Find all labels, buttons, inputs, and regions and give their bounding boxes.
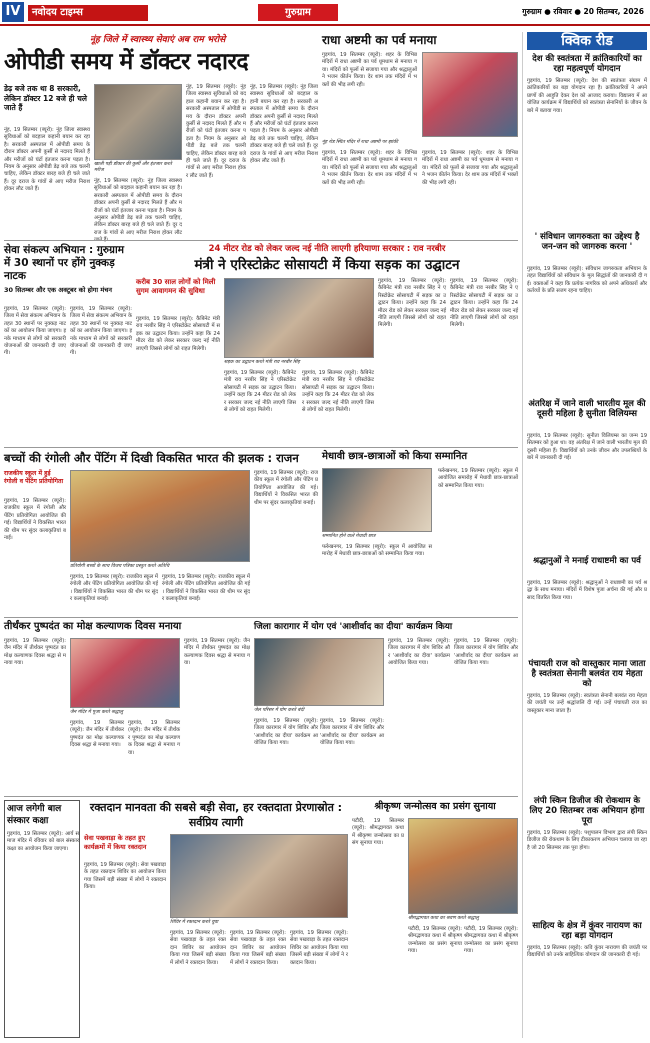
- story-body: गुड़गांव, 19 सितम्बर (ब्यूरो): शहर के विभिन्न मंदिरों में राधा अष्टमी का पर्व धूमधाम से मनाया गया। मंदिरों को फूलों से सजाया गया और श्रद्धालुओं ने भजन कीर्तन किया। देर शाम तक मंदिरों में भक्तों की भीड़ लगी रही।: [322, 52, 417, 88]
- story-body-col3: नूंह, 19 सितम्बर (ब्यूरो): नूंह जिला स्वास्थ्य सुविधाओं को बदहाल कहानी बयान कर रहा है। सरकारी अस्पताल में ओपीडी समय के दौरान डॉक्टर अपनी कुर्सी से नदारद मिलते हैं और मरीजों को घंटों इंतजार करना पड़ता है। नियम के अनुसार ओपीडी डेढ़ बजे तक चलनी चाहिए, लेकिन डॉक्टर बारह बजे ही चले जाते हैं। दूर दराज के गांवों से आए मरीज निराश होकर लौट जाते हैं।: [186, 84, 246, 179]
- s7-title: साहित्य के क्षेत्र में कुंवर नारायण का रहा बड़ा योगदान: [532, 921, 642, 941]
- photo-caption: सम्मानित होने वाले मेधावी छात्र: [322, 534, 376, 539]
- headline: मेधावी छात्र-छात्राओं को किया सम्मानित: [322, 451, 468, 462]
- story-body-col3: गुड़गांव, 19 सितम्बर (ब्यूरो): सेवा पखवाड़ा के तहत रक्तदान शिविर का आयोजन किया गया जिसमें बड़ी संख्या में लोगों ने रक्तदान किया।: [230, 930, 286, 966]
- sidebar-quick-read: [522, 32, 646, 1038]
- story-sanskar: [4, 800, 80, 1038]
- sub-headline: सेवा पखवाड़ा के तहत हुए कार्यक्रमों में किया रक्तदान: [84, 834, 147, 851]
- s2-body: गुड़गांव, 19 सितम्बर (ब्यूरो): संविधान जागरुकता अभियान के तहत विद्यार्थियों को संविधान के मूल सिद्धांतों की जानकारी दी गई। वक्ताओं ने कहा कि प्रत्येक नागरिक को अपने अधिकारों और कर्तव्यों के प्रति सजग रहना चाहिए।: [527, 266, 647, 295]
- s4-title: श्रद्धानुओं ने मनाई राधाष्टमी का पर्व: [533, 556, 641, 566]
- kicker: नूंह जिले में स्वास्थ्य सेवाएं अब राम भरोसे: [90, 35, 226, 45]
- story-yog: [254, 620, 518, 792]
- story-body-col2: फर्रुखनगर, 19 सितम्बर (ब्यूरो): स्कूल में आयोजित समारोह में मेधावी छात्र-छात्राओं को सम्मानित किया गया।: [438, 468, 518, 489]
- s2-title: ' संविधान जागरुकता का उद्देश्य है जन-जन को जागरुक करना ': [534, 232, 640, 252]
- paper-name: नवोदय टाइम्स: [28, 5, 148, 21]
- sub-headline: राजकीय स्कूल में हुई रंगोली व पेंटिंग प्रतियोगिता: [4, 470, 64, 485]
- story-body-col3: पटौदी, 19 सितम्बर (ब्यूरो): श्रीमद्भागवत कथा में श्रीकृष्ण जन्मोत्सव का प्रसंग सुनाया गया।: [464, 926, 518, 955]
- s6-body: गुड़गांव, 19 सितम्बर (ब्यूरो): पशुपालन विभाग द्वारा लंपी स्किन डिजीज की रोकथाम के लिए टीकाकरण अभियान चलाया जा रहा है जो 20 सितम्बर तक पूरा होगा।: [527, 830, 647, 851]
- story-body-col4: गुड़गांव, 19 सितम्बर (ब्यूरो): जैन मंदिर में तीर्थंकर पुष्पदंत का मोक्ष कल्याणक दिवस श्रद्धा से मनाया गया।: [184, 638, 250, 667]
- s1-body: गुड़गांव, 19 सितम्बर (ब्यूरो): देश की स्वतंत्रता संग्राम में क्रांतिकारियों का बड़ा योगदान रहा है। क्रांतिकारियों ने अपने प्राणों की आहुति देकर देश को आजाद कराया। विद्यालय में आयोजित कार्यक्रम में विद्यार्थियों को स्वतंत्रता सेनानियों के जीवन के बारे में बताया गया।: [527, 78, 647, 114]
- photo-caption: जैन मंदिर में पूजा करते श्रद्धालु: [70, 710, 123, 715]
- photo-caption: शिविर में रक्तदान करते युवा: [170, 920, 219, 925]
- story-body-col2: गुड़गांव, 19 सितम्बर (ब्यूरो): जिला में सेवा संकल्प अभियान के तहत 30 स्थानों पर नुक्कड़ नाटकों का आयोजन किया जाएगा। इनके माध्यम से लोगों को सरकारी योजनाओं की जानकारी दी जाएगी।: [70, 306, 132, 357]
- story-body-col2: गुड़गांव, 19 सितम्बर (ब्यूरो): जैन मंदिर में तीर्थंकर पुष्पदंत का मोक्ष कल्याणक दिवस श्रद्धा से मनाया गया।: [70, 720, 124, 749]
- story-sky: [136, 244, 518, 444]
- story-body-col2: गुड़गांव, 19 सितम्बर (ब्यूरो): जिला कारागार में योग शिविर और 'आशीर्वाद का दीया' कार्यक्रम आयोजित किया गया।: [320, 718, 384, 747]
- sidebar-banner: क्विक रीड: [527, 32, 647, 50]
- photo-jain-temple: [70, 638, 180, 708]
- story-radha: [322, 32, 518, 237]
- photo-medhavi: [322, 468, 432, 532]
- headline: रक्तदान मानवता की सबसे बड़ी सेवा, हर रक्तदाता प्रेरणास्रोत : सर्वप्रिय त्यागी: [89, 801, 343, 829]
- story-body-col5: गुड़गांव, 19 सितम्बर (ब्यूरो): कैबिनेट मंत्री राव नरबीर सिंह ने एरिस्टोक्रेट सोसायटी में सड़क का उद्घाटन किया। उन्होंने कहा कि 24 मीटर रोड को लेकर सरकार जल्द नई नीति लाएगी जिससे लोगों को राहत मिलेगी।: [450, 278, 518, 329]
- headline: तीर्थंकर पुष्पदंत का मोक्ष कल्याणक दिवस मनाया: [4, 621, 182, 632]
- headline: आज लगेगी बाल संस्कार कक्षा: [7, 804, 62, 826]
- s7-body: गुड़गांव, 19 सितम्बर (ब्यूरो): कवि कुंवर नारायण की जयंती पर विद्यार्थियों को उनके साहित्यिक योगदान की जानकारी दी गई।: [527, 945, 647, 959]
- story-seva: [4, 244, 132, 444]
- page-number: IV: [2, 2, 24, 22]
- headline: श्रीकृष्ण जन्मोत्सव का प्रसंग सुनाया: [374, 801, 496, 812]
- divider: [4, 447, 518, 448]
- story-body-col4: गुड़गांव, 19 सितम्बर (ब्यूरो): राजकीय स्कूल में रंगोली और पेंटिंग प्रतियोगिता आयोजित की गई। विद्यार्थियों ने विकसित भारत की थीम पर सुंदर कलाकृतियां बनाईं।: [254, 470, 318, 506]
- story-body-col4: गुड़गांव, 19 सितम्बर (ब्यूरो): कैबिनेट मंत्री राव नरबीर सिंह ने एरिस्टोक्रेट सोसायटी में सड़क का उद्घाटन किया। उन्होंने कहा कि 24 मीटर रोड को लेकर सरकार जल्द नई नीति लाएगी जिससे लोगों को राहत मिलेगी।: [378, 278, 446, 329]
- story-body: गुड़गांव, 19 सितम्बर (ब्यूरो): सेवा पखवाड़ा के तहत रक्तदान शिविर का आयोजन किया गया जिसमें बड़ी संख्या में लोगों ने रक्तदान किया।: [84, 862, 166, 891]
- story-body-col3: गुड़गांव, 19 सितम्बर (ब्यूरो): जैन मंदिर में तीर्थंकर पुष्पदंत का मोक्ष कल्याणक दिवस श्रद्धा से मनाया गया।: [128, 720, 180, 756]
- story-rangoli: [4, 450, 318, 614]
- story-body: गुड़गांव, 19 सितम्बर (ब्यूरो): आर्य समाज मंदिर में रविवार को बाल संस्कार कक्षा का आयोजन किया जाएगा।: [7, 831, 79, 852]
- photo-caption: श्रीमद्भागवत कथा का श्रवण करते श्रद्धालु: [408, 916, 479, 921]
- headline: जिला कारागार में योग एवं 'आशीर्वाद का दीया' कार्यक्रम किया: [254, 622, 453, 632]
- sub-headline: 30 सितम्बर और एक अक्टूबर को होगा मंचन: [4, 286, 112, 294]
- photo-rangoli: [70, 470, 250, 562]
- divider: [4, 796, 518, 797]
- story-body: गुड़गांव, 19 सितम्बर (ब्यूरो): जैन मंदिर में तीर्थंकर पुष्पदंत का मोक्ष कल्याणक दिवस श्रद्धा से मनाया गया।: [4, 638, 66, 667]
- story-tirthankar: [4, 620, 250, 792]
- section-name: गुरुग्राम: [258, 4, 338, 21]
- story-body-col4: गुड़गांव, 19 सितम्बर (ब्यूरो): जिला कारागार में योग शिविर और 'आशीर्वाद का दीया' कार्यक्रम आयोजित किया गया।: [454, 638, 518, 667]
- s1-title: देश की स्वतंत्रता में क्रांतिकारियों का रहा महत्वपूर्ण योगदान: [532, 54, 642, 74]
- story-body-col4: नूंह, 19 सितम्बर (ब्यूरो): नूंह जिला स्वास्थ्य सुविधाओं को बदहाल कहानी बयान कर रहा है। सरकारी अस्पताल में ओपीडी समय के दौरान डॉक्टर अपनी कुर्सी से नदारद मिलते हैं और मरीजों को घंटों इंतजार करना पड़ता है। नियम के अनुसार ओपीडी डेढ़ बजे तक चलनी चाहिए, लेकिन डॉक्टर बारह बजे ही चले जाते हैं। दूर दराज के गांवों से आए मरीज निराश होकर लौट जाते हैं।: [250, 84, 318, 165]
- headline: ओपीडी समय में डॉक्टर नदारद: [4, 49, 249, 75]
- story-body: फर्रुखनगर, 19 सितम्बर (ब्यूरो): स्कूल में आयोजित समारोह में मेधावी छात्र-छात्राओं को सम्मानित किया गया।: [322, 544, 432, 558]
- headline: राधा अष्टमी का पर्व मनाया: [322, 33, 437, 47]
- story-body-col2: गुड़गांव, 19 सितम्बर (ब्यूरो): शहर के विभिन्न मंदिरों में राधा अष्टमी का पर्व धूमधाम से मनाया गया। मंदिरों को फूलों से सजाया गया और श्रद्धालुओं ने भजन कीर्तन किया। देर शाम तक मंदिरों में भक्तों की भीड़ लगी रही।: [422, 150, 518, 186]
- photo-caption: नूंह रोड स्थित मंदिर में राधा अष्टमी पर झांकी: [322, 140, 398, 145]
- dateline: गुरुग्राम ● रविवार ● 20 सितम्बर, 2026: [522, 7, 644, 16]
- story-body: नूंह, 19 सितम्बर (ब्यूरो): नूंह जिला स्वास्थ्य सुविधाओं को बदहाल कहानी बयान कर रहा है। सरकारी अस्पताल में ओपीडी समय के दौरान डॉक्टर अपनी कुर्सी से नदारद मिलते हैं और मरीजों को घंटों इंतजार करना पड़ता है। नियम के अनुसार ओपीडी डेढ़ बजे तक चलनी चाहिए, लेकिन डॉक्टर बारह बजे ही चले जाते हैं। दूर दराज के गांवों से आए मरीज निराश होकर लौट जाते हैं।: [4, 127, 90, 193]
- headline: 24 मीटर रोड को लेकर जल्द नई नीति लाएगी हरियाणा सरकार : राव नरबीर: [208, 244, 446, 254]
- headline: बच्चों की रंगोली और पेंटिंग में दिखी विकसित भारत की झलक : राजन: [4, 451, 299, 465]
- pull-quote: डेढ़ बजे तक था 8 सरकारी, लेकिन डॉक्टर 12 बजे ही चले जाते हैं: [4, 84, 87, 112]
- s3-title: अंतरिक्ष में जाने वाली भारतीय मूल की दूसरी महिला है सुनीता विलियम्स: [528, 399, 646, 419]
- story-body-col2: गुड़गांव, 19 सितम्बर (ब्यूरो): कैबिनेट मंत्री राव नरबीर सिंह ने एरिस्टोक्रेट सोसायटी में सड़क का उद्घाटन किया। उन्होंने कहा कि 24 मीटर रोड को लेकर सरकार जल्द नई नीति लाएगी जिससे लोगों को राहत मिलेगी।: [224, 370, 296, 414]
- photo-caption: खाली पड़ी डॉक्टर की कुर्सी और इंतजार करते मरीज: [94, 162, 172, 173]
- divider: [4, 617, 518, 618]
- headline: सेवा संकल्प अभियान : गुरुग्राम में 30 स्थानों पर होंगे नुक्कड़ नाटक: [4, 244, 124, 282]
- photo-caption: जेल परिसर में योग करते बंदी: [254, 708, 305, 713]
- sub-headline: करीब 30 साल लोगों को मिली सुगम आवागमन की सुविधा: [136, 278, 216, 295]
- photo-radha-jhanki: [422, 52, 518, 137]
- story-body-col2: नूंह, 19 सितम्बर (ब्यूरो): नूंह जिला स्वास्थ्य सुविधाओं को बदहाल कहानी बयान कर रहा है। सरकारी अस्पताल में ओपीडी समय के दौरान डॉक्टर अपनी कुर्सी से नदारद मिलते हैं और मरीजों को घंटों इंतजार करना पड़ता है। नियम के अनुसार ओपीडी डेढ़ बजे तक चलनी चाहिए, लेकिन डॉक्टर बारह बजे ही चले जाते हैं। दूर दराज के गांवों से आए मरीज निराश होकर लौट: [94, 178, 182, 236]
- story-body: गुड़गांव, 19 सितम्बर (ब्यूरो): कैबिनेट मंत्री राव नरबीर सिंह ने एरिस्टोक्रेट सोसायटी में सड़क का उद्घाटन किया। उन्होंने कहा कि 24 मीटर रोड को लेकर सरकार जल्द नई नीति लाएगी जिससे लोगों को राहत मिलेगी।: [136, 316, 220, 352]
- photo-jail-yoga: [254, 638, 384, 706]
- masthead: [0, 0, 650, 26]
- story-body-col3: गुड़गांव, 19 सितम्बर (ब्यूरो): राजकीय स्कूल में रंगोली और पेंटिंग प्रतियोगिता आयोजित की गई। विद्यार्थियों ने विकसित भारत की थीम पर सुंदर कलाकृतियां बनाईं।: [162, 574, 250, 603]
- story-opd: [4, 32, 318, 237]
- story-body: गुड़गांव, 19 सितम्बर (ब्यूरो): जिला कारागार में योग शिविर और 'आशीर्वाद का दीया' कार्यक्रम आयोजित किया गया।: [254, 718, 318, 747]
- story-body-col4: गुड़गांव, 19 सितम्बर (ब्यूरो): सेवा पखवाड़ा के तहत रक्तदान शिविर का आयोजन किया गया जिसमें बड़ी संख्या में लोगों ने रक्तदान किया।: [290, 930, 348, 966]
- photo-caption: सड़क का उद्घाटन करते मंत्री राव नरबीर सिंह: [224, 360, 300, 365]
- s4-body: गुड़गांव, 19 सितम्बर (ब्यूरो): श्रद्धानुओं ने राधाष्टमी का पर्व श्रद्धा के साथ मनाया। मंदिरों में विशेष पूजा अर्चना की गई और प्रसाद वितरित किया गया।: [527, 580, 647, 601]
- story-body-col2: गुड़गांव, 19 सितम्बर (ब्यूरो): राजकीय स्कूल में रंगोली और पेंटिंग प्रतियोगिता आयोजित की गई। विद्यार्थियों ने विकसित भारत की थीम पर सुंदर कलाकृतियां बनाईं।: [70, 574, 158, 603]
- story-body-col3: गुड़गांव, 19 सितम्बर (ब्यूरो): जिला कारागार में योग शिविर और 'आशीर्वाद का दीया' कार्यक्रम आयोजित किया गया।: [388, 638, 450, 667]
- story-blood: [84, 800, 348, 1038]
- photo-caption: प्रतियोगी बच्चों के साथ विजय पत्रिका प्रस्तुत करते अतिथि: [70, 564, 170, 569]
- photo-katha: [408, 818, 518, 914]
- story-body-col2: गुड़गांव, 19 सितम्बर (ब्यूरो): सेवा पखवाड़ा के तहत रक्तदान शिविर का आयोजन किया गया जिसमें बड़ी संख्या में लोगों ने रक्तदान किया।: [170, 930, 226, 966]
- s6-title: लंपी स्किन डिजीज की रोकथाम के लिए 20 सितम्बर तक अभियान होगा पूरा: [529, 796, 645, 826]
- story-krishna: [352, 800, 518, 1038]
- s3-body: गुड़गांव, 19 सितम्बर (ब्यूरो): सुनीता विलियम्स का जन्म 19 सितम्बर को हुआ था। वह अंतरिक्ष में जाने वाली भारतीय मूल की दूसरी महिला हैं। विद्यार्थियों को उनके जीवन और उपलब्धियों के बारे में जानकारी दी गई।: [527, 433, 647, 462]
- s5-body: गुड़गांव, 19 सितम्बर (ब्यूरो): स्वतंत्रता सेनानी बलवंत राय मेहता की जयंती पर उन्हें श्रद्धांजलि दी गई। उन्हें पंचायती राज का वास्तुकार माना जाता है।: [527, 693, 647, 714]
- photo-inauguration: [224, 278, 374, 358]
- story-body-col3: गुड़गांव, 19 सितम्बर (ब्यूरो): कैबिनेट मंत्री राव नरबीर सिंह ने एरिस्टोक्रेट सोसायटी में सड़क का उद्घाटन किया। उन्होंने कहा कि 24 मीटर रोड को लेकर सरकार जल्द नई नीति लाएगी जिससे लोगों को राहत मिलेगी।: [302, 370, 374, 414]
- story-body: गुड़गांव, 19 सितम्बर (ब्यूरो): जिला में सेवा संकल्प अभियान के तहत 30 स्थानों पर नुक्कड़ नाटकों का आयोजन किया जाएगा। इनके माध्यम से लोगों को सरकारी योजनाओं की जानकारी दी जाएगी।: [4, 306, 66, 357]
- headline-main: मंत्री ने एरिस्टोक्रेट सोसायटी में किया सड़क का उद्घाटन: [194, 257, 460, 273]
- story-body: पटौदी, 19 सितम्बर (ब्यूरो): श्रीमद्भागवत कथा में श्रीकृष्ण जन्मोत्सव का प्रसंग सुनाया गया।: [352, 818, 404, 847]
- s5-title: पंचायती राज को वास्तुकार माना जाता है स्वतंत्रता सेनानी बलवंत राय मेहता को: [528, 659, 646, 689]
- divider: [4, 240, 518, 241]
- story-body-col2: पटौदी, 19 सितम्बर (ब्यूरो): श्रीमद्भागवत कथा में श्रीकृष्ण जन्मोत्सव का प्रसंग सुनाया गया।: [408, 926, 462, 955]
- story-medhavi: [322, 450, 518, 614]
- story-body-col1: गुड़गांव, 19 सितम्बर (ब्यूरो): शहर के विभिन्न मंदिरों में राधा अष्टमी का पर्व धूमधाम से मनाया गया। मंदिरों को फूलों से सजाया गया और श्रद्धालुओं ने भजन कीर्तन किया। देर शाम तक मंदिरों में भक्तों की भीड़ लगी रही।: [322, 150, 417, 186]
- photo-empty-chair: [94, 84, 182, 160]
- photo-blood-camp: [170, 834, 348, 918]
- story-body: गुड़गांव, 19 सितम्बर (ब्यूरो): राजकीय स्कूल में रंगोली और पेंटिंग प्रतियोगिता आयोजित की गई। विद्यार्थियों ने विकसित भारत की थीम पर सुंदर कलाकृतियां बनाईं।: [4, 498, 66, 542]
